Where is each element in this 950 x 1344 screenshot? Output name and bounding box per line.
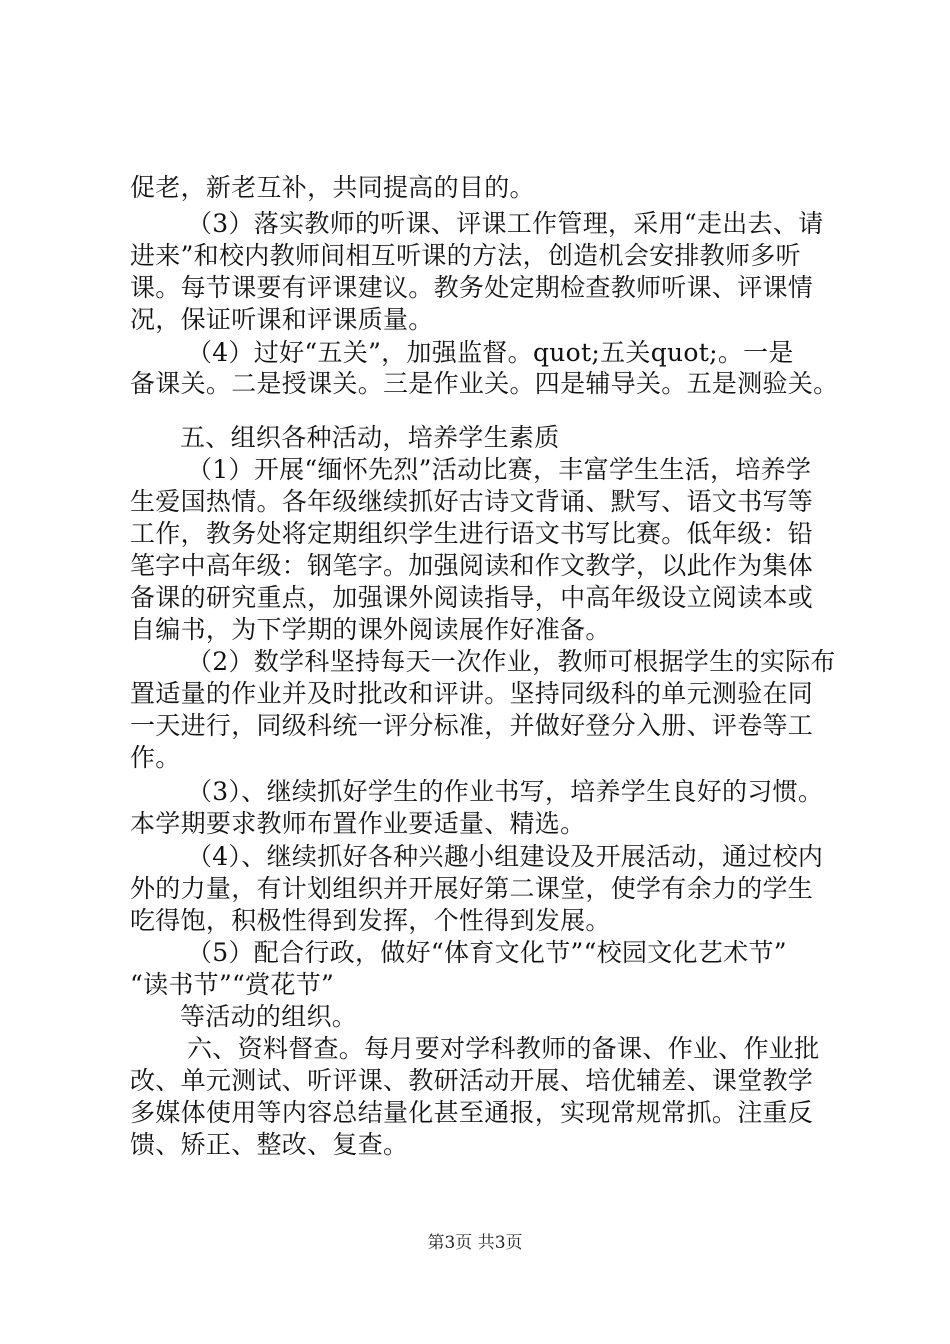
text-line: 等活动的组织。 [180,1002,358,1031]
text-line: 改、单元测试、听评课、教研活动开展、培优辅差、课堂教学 [130,1066,814,1095]
text-line: 笔字中高年级：钢笔字。加强阅读和作文教学，以此作为集体 [130,551,814,580]
text-line: （3）落实教师的听课、评课工作管理，采用“走出去、请 [187,209,824,238]
text-line: 生爱国热情。各年级继续抓好古诗文背诵、默写、语文书写等 [130,487,814,516]
text-line: 备课的研究重点，加强课外阅读指导，中高年级设立阅读本或 [130,583,814,612]
text-line: 一天进行，同级科统一评分标准，并做好登分入册、评卷等工 [130,711,814,740]
text-line: 工作，教务处将定期组织学生进行语文书写比赛。低年级：铅 [130,519,814,548]
text-line: 备课关。二是授课关。三是作业关。四是辅导关。五是测验关。 [130,369,839,398]
text-line: （1）开展“缅怀先烈”活动比赛，丰富学生生活，培养学 [187,455,812,484]
text-line: 自编书，为下学期的课外阅读展作好准备。 [130,615,611,644]
text-line: （3）、继续抓好学生的作业书写，培养学生良好的习惯。 [187,777,824,806]
text-line: 多媒体使用等内容总结量化甚至通报，实现常规常抓。注重反 [130,1098,814,1127]
text-line: 进来”和校内教师间相互听课的方法，创造机会安排教师多听 [130,241,801,270]
text-line: 促老，新老互补，共同提高的目的。 [130,173,535,202]
section-heading: 五、组织各种活动，培养学生素质 [180,423,560,452]
text-line: （4）过好“五关”，加强监督。quot;五关quot;。一是 [187,338,794,367]
text-line: “读书节”“赏花节” [130,970,335,999]
text-line: （4）、继续抓好各种兴趣小组建设及开展活动，通过校内 [187,842,824,871]
text-line: 作。 [130,743,181,772]
text-line: 课。每节课要有评课建议。教务处定期检查教师听课、评课情 [130,273,814,302]
text-line: 外的力量，有计划组织并开展好第二课堂，使学有余力的学生 [130,874,814,903]
text-line: 馈、矫正、整改、复查。 [130,1130,409,1159]
page-number-footer: 第3页 共3页 [427,1233,523,1253]
text-line: 吃得饱，积极性得到发挥，个性得到发展。 [130,906,611,935]
text-line: 况，保证听课和评课质量。 [130,305,434,334]
text-line: 置适量的作业并及时批改和评讲。坚持同级科的单元测验在同 [130,679,814,708]
text-line: （2）数学科坚持每天一次作业，教师可根据学生的实际布 [187,647,836,676]
text-line: 本学期要求教师布置作业要适量、精选。 [130,809,586,838]
text-line: 六、资料督查。每月要对学科教师的备课、作业、作业批 [187,1034,820,1063]
text-line: （5）配合行政，做好“体育文化节”“校园文化艺术节” [187,938,787,967]
